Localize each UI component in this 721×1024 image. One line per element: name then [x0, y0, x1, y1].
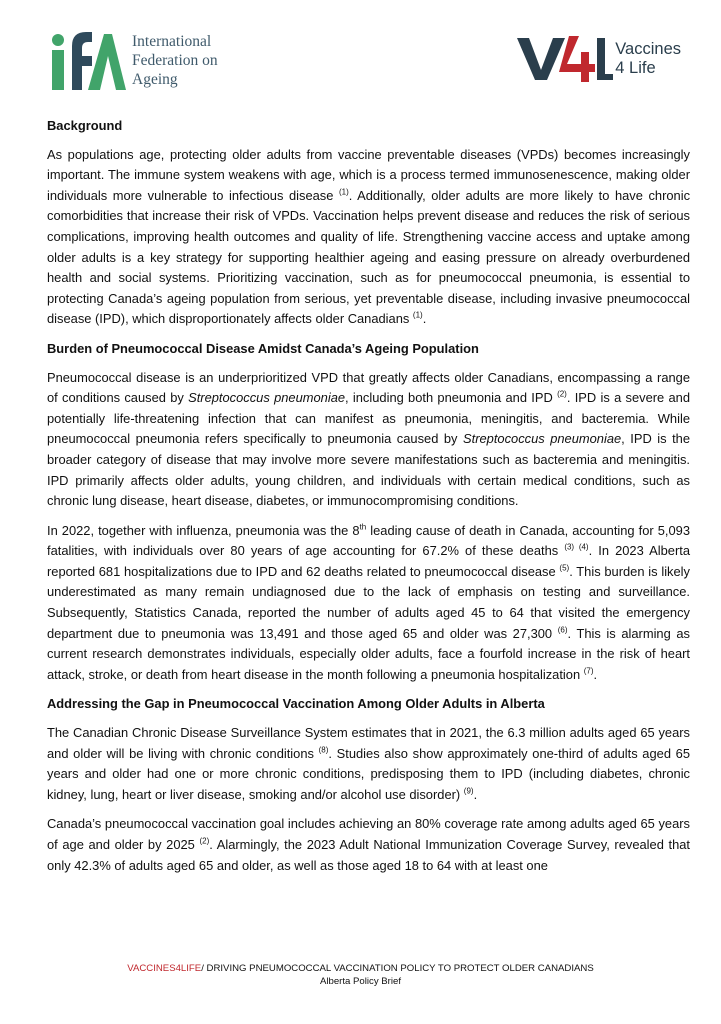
text-run: Canada’s pneumococcal vaccination goal includes achieving an 80% coverage rate among adults aged 65 years of age and older by 2025 [47, 816, 690, 852]
document-body [47, 116, 690, 885]
reference-citation: (2) [199, 836, 210, 846]
ifa-logo-wordmark [132, 32, 218, 89]
text-run: . This burden is likely underestimated as many remain undiagnosed due to the lack of emphasis on testing and surveillance. Subsequently, Statistics Canada, reported the number of adults aged 45 to 64 that visited the emergency department due to pneumonia was 13,491 and those aged 65 and older was 27,300 [47, 563, 690, 641]
text-run: . Studies also show approximately one-third of adults aged 65 years and older had one or more chronic conditions, predisposing them to IPD (including diabetes, chronic kidney, lung, heart or liver disease, smoking and/or alcohol use disorder) [47, 745, 690, 802]
text-run: , including both pneumonia and IPD [345, 390, 558, 406]
v4l-logo-line-2: 4 Life [615, 59, 656, 77]
text-run: In 2022, together with influenza, pneumonia was the 8 [47, 522, 360, 538]
v4l-logo-line-1: Vaccines [615, 40, 681, 58]
gap-heading: Addressing the Gap in Pneumococcal Vaccination Among Older Adults in Alberta [47, 696, 545, 712]
reference-citation: (9) [463, 786, 474, 796]
species-name: Streptococcus pneumoniae [463, 431, 622, 447]
burden-heading: Burden of Pneumococcal Disease Amidst Canada’s Ageing Population [47, 340, 479, 356]
footer-title: / DRIVING PNEUMOCOCCAL VACCINATION POLICY TO PROTECT OLDER CANADIANS [201, 963, 594, 974]
text-run: , IPD is the broader category of disease that may involve more severe manifestations such as bacteremia and meningitis. IPD primarily affects older adults, young children, and individuals with certain medical conditions, such as chronic lung disease, heart disease, diabetes, or immunocompromising conditions. [47, 431, 691, 509]
reference-citation: (2) [557, 389, 567, 399]
page-header [0, 0, 721, 110]
text-run: . [593, 666, 598, 682]
text-run: . [422, 311, 427, 327]
reference-citation: (8) [318, 745, 329, 755]
burden-paragraph-1 [47, 368, 690, 512]
background-heading: Background [47, 118, 123, 133]
ifa-logo-mark [50, 26, 126, 94]
text-run: . [473, 786, 478, 802]
ordinal-suffix: th [359, 522, 367, 532]
reference-citation: (1) [412, 311, 423, 321]
ifa-logo-line-2: Federation on [132, 51, 218, 69]
text-run: . In 2023 Alberta reported 681 hospitalizations due to IPD and 62 deaths related to pneumococcal disease [47, 543, 690, 579]
footer-line-1 [0, 962, 721, 975]
text-run: . IPD is a severe and potentially life-threatening infection that can manifest as pneumonia, meningitis, and bacteremia. While pneumococcal pneumonia refers specifically to pneumonia caused by [47, 390, 690, 447]
v4l-logo-mark [517, 34, 613, 84]
reference-citation: (3) (4) [564, 542, 589, 552]
species-name: Streptococcus pneumoniae [188, 390, 346, 406]
gap-paragraph-1 [47, 723, 690, 805]
text-run: As populations age, protecting older adults from vaccine preventable diseases (VPDs) becomes increasingly important. The immune system weakens with age, which is a process termed immunosenescence, making older individuals more vulnerable to infectious disease [47, 146, 690, 203]
vaccines4life-logo [517, 34, 681, 84]
footer-line-2: Alberta Policy Brief [319, 976, 402, 987]
ifa-logo [50, 26, 218, 94]
text-run: . Alarmingly, the 2023 Adult National Immunization Coverage Survey, revealed that only 42.3% of adults aged 65 and older, as well as those aged 18 to 64 with at least one [47, 837, 690, 873]
ifa-logo-line-1: International [132, 32, 212, 50]
reference-citation: (6) [557, 625, 568, 635]
v4l-logo-wordmark [615, 40, 681, 78]
text-run: . Additionally, older adults are more likely to have chronic comorbidities that increase their risk of VPDs. Vaccination helps prevent disease and reduces the risk of serious complications, improving health outcomes and quality of life. Strengthening vaccine access and uptake among older adults is a key strategy for supporting healthier ageing and easing pressure on already overburdened health and social systems. Prioritizing vaccination, such as for pneumococcal pneumonia, is essential to protecting Canada’s ageing population from serious, yet preventable disease, including invasive pneumococcal disease (IPD), which disproportionately affects older Canadians [47, 187, 691, 327]
burden-paragraph-2 [47, 521, 690, 686]
background-paragraph [47, 145, 690, 330]
text-run: . This is alarming as current research demonstrates individuals, especially older adults, face a fourfold increase in the risk of heart attack, stroke, or death from heart disease in the month following a pneumonia hospitalization [47, 625, 690, 682]
reference-citation: (7) [583, 666, 594, 676]
page-footer [0, 962, 721, 988]
text-run: leading cause of death in Canada, accounting for 5,093 fatalities, with individuals over 80 years of age accounting for 67.2% of these deaths [47, 522, 690, 559]
gap-paragraph-2 [47, 814, 690, 876]
text-run: Pneumococcal disease is an underprioritized VPD that greatly affects older Canadians, encompassing a range of conditions caused by [47, 369, 690, 406]
reference-citation: (5) [559, 563, 570, 573]
footer-brand: VACCINES4LIFE [127, 963, 202, 974]
text-run: The Canadian Chronic Disease Surveillance System estimates that in 2021, the 6.3 million adults aged 65 years and older will be living with chronic conditions [47, 725, 690, 761]
reference-citation: (1) [338, 187, 349, 197]
ifa-logo-line-3: Ageing [132, 70, 178, 88]
